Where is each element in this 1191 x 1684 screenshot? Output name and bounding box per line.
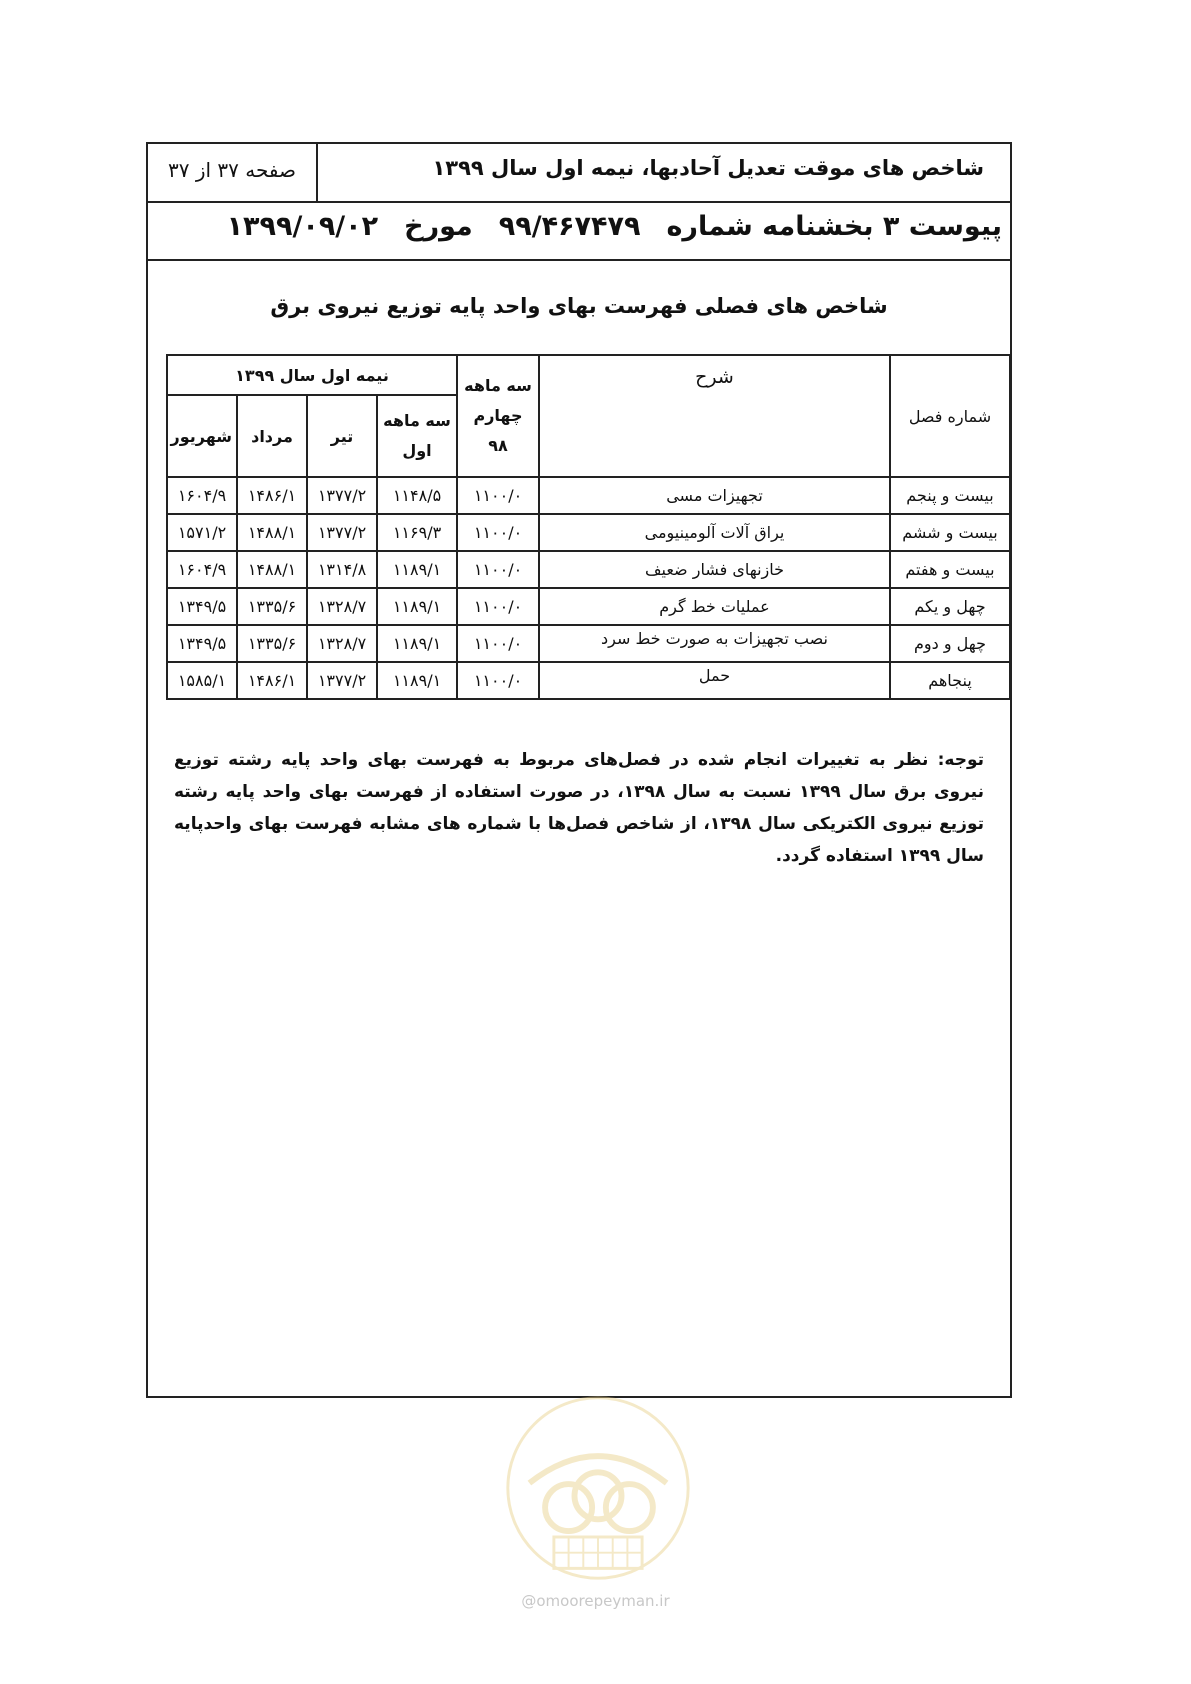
cell-description: خازنهای فشار ضعیف: [539, 551, 890, 588]
page-number: صفحه ۳۷ از ۳۷: [168, 158, 296, 182]
cell-chapter: بیست و پنجم: [890, 477, 1010, 514]
cell-shahrivar: ۱۵۸۵/۱: [167, 662, 237, 699]
cell-q1: ۱۱۸۹/۱: [377, 551, 457, 588]
cell-description: حمل: [539, 662, 890, 699]
col-chapter: شماره فصل: [890, 355, 1010, 477]
cell-q1: ۱۱۸۹/۱: [377, 625, 457, 662]
cell-shahrivar: ۱۳۴۹/۵: [167, 588, 237, 625]
cell-chapter: بیست و ششم: [890, 514, 1010, 551]
cell-shahrivar: ۱۳۴۹/۵: [167, 625, 237, 662]
cell-q4-98: ۱۱۰۰/۰: [457, 662, 539, 699]
cell-shahrivar: ۱۶۰۴/۹: [167, 477, 237, 514]
table-row: [167, 625, 1010, 662]
document-frame: [146, 142, 1012, 1398]
cell-chapter: چهل و یکم: [890, 588, 1010, 625]
col-shahrivar: شهریور: [167, 395, 237, 477]
section-title: شاخص های فصلی فهرست بهای واحد پایه توزیع نیروی برق: [270, 294, 888, 318]
col-q4-98: سه ماهه چهارم ۹۸: [457, 355, 539, 477]
watermark-text: @omoorepeyman.ir: [521, 1592, 670, 1610]
cell-q4-98: ۱۱۰۰/۰: [457, 514, 539, 551]
col-tir: تیر: [307, 395, 377, 477]
col-h1-1399: نیمه اول سال ۱۳۹۹: [167, 355, 457, 395]
col-mordad: مرداد: [237, 395, 307, 477]
watermark-logo: [500, 1390, 696, 1586]
table-row: [167, 588, 1010, 625]
cell-q4-98: ۱۱۰۰/۰: [457, 477, 539, 514]
cell-description: نصب تجهیزات به صورت خط سرد: [539, 625, 890, 662]
circular-date: ۱۳۹۹/۰۹/۰۲: [226, 211, 379, 242]
cell-mordad: ۱۳۳۵/۶: [237, 625, 307, 662]
header-row: [148, 144, 1010, 203]
cell-shahrivar: ۱۵۷۱/۲: [167, 514, 237, 551]
cell-chapter: بیست و هفتم: [890, 551, 1010, 588]
cell-mordad: ۱۴۸۸/۱: [237, 551, 307, 588]
cell-q4-98: ۱۱۰۰/۰: [457, 551, 539, 588]
circular-label: پیوست ۳ بخشنامه شماره: [666, 211, 1002, 242]
cell-tir: ۱۳۷۷/۲: [307, 662, 377, 699]
index-table: [166, 354, 1011, 700]
cell-q1: ۱۱۸۹/۱: [377, 588, 457, 625]
cell-mordad: ۱۴۸۶/۱: [237, 662, 307, 699]
cell-chapter: پنجاهم: [890, 662, 1010, 699]
cell-tir: ۱۳۷۷/۲: [307, 477, 377, 514]
circular-date-label: مورخ: [404, 211, 473, 242]
cell-q4-98: ۱۱۰۰/۰: [457, 588, 539, 625]
cell-description: یراق آلات آلومینیومی: [539, 514, 890, 551]
header-title: شاخص های موقت تعدیل آحادبها، نیمه اول سال ۱۳۹۹: [432, 156, 984, 180]
cell-chapter: چهل و دوم: [890, 625, 1010, 662]
table-row: [167, 477, 1010, 514]
footnote: توجه: نظر به تغییرات انجام شده در فصل‌های مربوط به فهرست بهای واحد پایه رشته توزیع نیروی برق سال ۱۳۹۹ نسبت به سال ۱۳۹۸، در صورت استفاده از فهرست بهای واحد پایه رشته توزیع نیروی الکتریکی سال ۱۳۹۸، از شاخص فصل‌ها با شماره های مشابه فهرست بهای واحدپایه سال ۱۳۹۹ استفاده گردد.: [174, 750, 985, 866]
table-row: [167, 514, 1010, 551]
cell-mordad: ۱۴۸۸/۱: [237, 514, 307, 551]
cell-description: عملیات خط گرم: [539, 588, 890, 625]
table-row: [167, 551, 1010, 588]
col-q1: سه ماهه اول: [377, 395, 457, 477]
cell-q1: ۱۱۴۸/۵: [377, 477, 457, 514]
circular-row: [148, 203, 1010, 261]
col-description: شرح: [539, 355, 890, 477]
cell-tir: ۱۳۲۸/۷: [307, 625, 377, 662]
table-row: [167, 662, 1010, 699]
header-divider: [316, 144, 318, 201]
cell-tir: ۱۳۷۷/۲: [307, 514, 377, 551]
circular-number: ۹۹/۴۶۷۴۷۹: [498, 211, 641, 242]
cell-tir: ۱۳۱۴/۸: [307, 551, 377, 588]
cell-q1: ۱۱۶۹/۳: [377, 514, 457, 551]
cell-shahrivar: ۱۶۰۴/۹: [167, 551, 237, 588]
cell-tir: ۱۳۲۸/۷: [307, 588, 377, 625]
cell-mordad: ۱۴۸۶/۱: [237, 477, 307, 514]
cell-q1: ۱۱۸۹/۱: [377, 662, 457, 699]
cell-mordad: ۱۳۳۵/۶: [237, 588, 307, 625]
cell-q4-98: ۱۱۰۰/۰: [457, 625, 539, 662]
circular-reference: [227, 211, 1002, 242]
cell-description: تجهیزات مسی: [539, 477, 890, 514]
